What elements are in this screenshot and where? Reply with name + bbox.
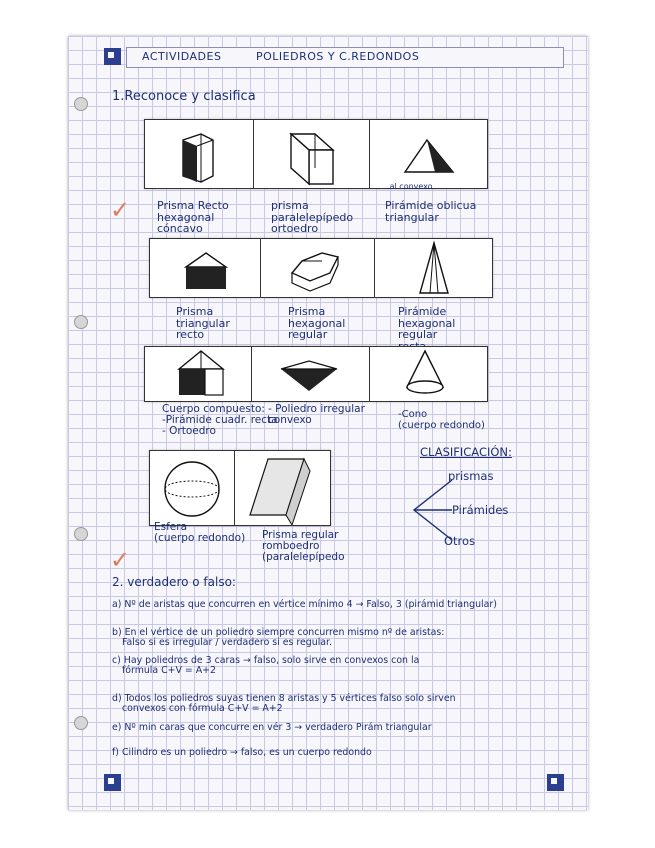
binder-hole — [74, 97, 88, 111]
statement-b: b) En el vértice de un poliedro siempre concurren mismo nº de aristas: Falso si es irregular / verdadero si es regular. — [112, 627, 445, 648]
rhombohedron-image — [234, 451, 330, 525]
binder-hole — [74, 527, 88, 541]
label-hexagonal-prism: Prisma Recto hexagonal cóncavo — [157, 199, 229, 236]
cone-image — [369, 347, 487, 401]
header-title-activities: ACTIVIDADES — [142, 50, 222, 63]
triangular-prism-image — [150, 239, 260, 297]
statement-d: d) Todos los poliedros suyas tienen 8 aristas y 5 vértices falso solo sirven convexos con fórmula C+V = A+2 — [112, 693, 456, 714]
shape-cell — [253, 120, 370, 188]
classification-title: CLASIFICACIÓN: — [420, 445, 512, 459]
shapes-table-row3 — [144, 346, 488, 402]
header-title-topic: POLIEDROS Y C.REDONDOS — [256, 50, 420, 63]
classification-item-piramides: Pirámides — [452, 503, 509, 517]
binder-hole — [74, 315, 88, 329]
label-hexagonal-prism-regular: Prisma hexagonal regular — [288, 305, 346, 342]
label-rhombohedron: Prisma regular romboedro (paralelepípedo — [262, 529, 345, 564]
cut-label: ...al convexo — [382, 182, 433, 191]
label-sphere: Esfera (cuerpo redondo) — [154, 521, 246, 545]
composite-body-image — [145, 347, 251, 401]
shape-cell — [145, 120, 254, 188]
notebook-logo-icon — [104, 774, 121, 791]
classification-item-otros: Otros — [444, 534, 476, 548]
notebook-logo-icon — [104, 48, 121, 65]
label-irregular-polyhedron: - Poliedro irregular convexo — [268, 403, 365, 427]
label-triangular-prism: Prisma triangular recto — [176, 305, 230, 342]
label-parallelepiped: prisma paralelepípedo ortoedro — [271, 199, 354, 236]
checkmark-icon: ✓ — [110, 546, 131, 574]
label-composite-body: Cuerpo compuesto: -Pirámide cuadr. recta - Ortoedro — [162, 403, 278, 438]
shape-cell — [369, 120, 487, 188]
shape-cell — [150, 451, 235, 525]
shape-cell — [150, 239, 261, 297]
irregular-polyhedron-image — [251, 347, 369, 401]
hexagonal-prism-regular-image — [260, 239, 374, 297]
classification-item-prismas: prismas — [448, 469, 494, 483]
shape-cell — [374, 239, 492, 297]
statement-a: a) Nº de aristas que concurren en vértice mínimo 4 → Falso, 3 (pirámid triangular) — [112, 599, 497, 610]
statement-f: f) Cilindro es un poliedro → falso, es un cuerpo redondo — [112, 747, 372, 758]
binder-hole — [74, 716, 88, 730]
label-oblique-pyramid: Pirámide oblicua triangular — [385, 199, 477, 224]
parallelepiped-image — [253, 120, 369, 188]
hexagonal-prism-image — [145, 120, 253, 188]
shape-cell — [251, 347, 370, 401]
shapes-table-row4 — [149, 450, 331, 526]
oblique-pyramid-image — [369, 120, 487, 188]
shape-cell — [260, 239, 375, 297]
shape-cell — [234, 451, 330, 525]
section1-heading: 1.Reconoce y clasifica — [112, 89, 256, 104]
shapes-table-row2 — [149, 238, 493, 298]
label-hexagonal-pyramid: Pirámide hexagonal regular — [398, 305, 456, 342]
statement-c: c) Hay poliedros de 3 caras → falso, solo sirve en convexos con la fórmula C+V = A+2 — [112, 655, 420, 676]
notebook-logo-icon — [547, 774, 564, 791]
label-cone: -Cono (cuerpo redondo) — [398, 409, 485, 431]
shape-cell — [369, 347, 487, 401]
statement-e: e) Nº min caras que concurre en vér 3 → verdadero Pirám triangular — [112, 722, 432, 733]
section2-heading: 2. verdadero o falso: — [112, 575, 236, 589]
checkmark-icon: ✓ — [110, 196, 131, 224]
hexagonal-pyramid-image — [374, 239, 492, 297]
shapes-table-row1 — [144, 119, 488, 189]
sphere-image — [150, 451, 234, 525]
shape-cell — [145, 347, 252, 401]
